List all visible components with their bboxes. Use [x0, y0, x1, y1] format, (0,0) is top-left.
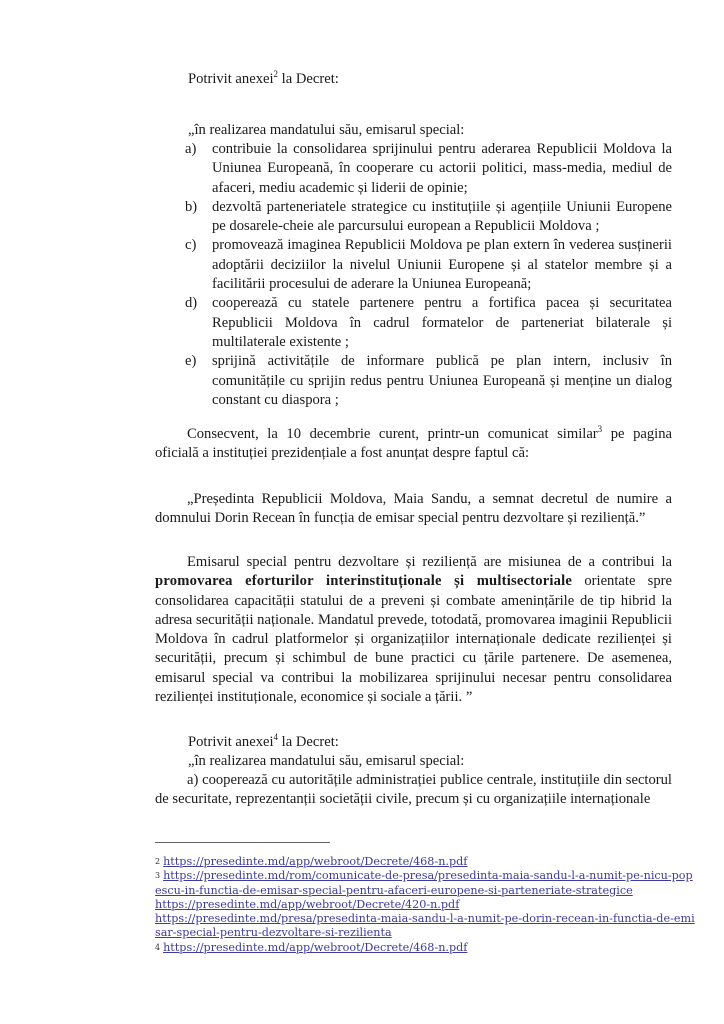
annex-intro-1: Potrivit anexei$^2$ la Decret: — [188, 69, 339, 87]
item-2a-paragraph: a) cooperează cu autoritățile administrației publice centrale, instituțiile din sectorul de securitate, reprezentanții societății civile, precum și cu organizațiile internaționale — [155, 772, 672, 808]
emphasis-text: promovarea eforturilor interinstituționale și multisectoriale — [155, 573, 573, 590]
mandate-intro-1: „în realizarea mandatului său, emisarul special: — [188, 122, 465, 138]
footnote-2: 2 https://presedinte.md/app/webroot/Decrete/468-n.pdf — [155, 855, 468, 868]
footnote-ref-4[interactable]: 4 — [273, 732, 279, 743]
consecvent-paragraph: Consecvent, la 10 decembrie curent, printr-un comunicat similar$^3$ pe pagina oficială a instituției prezidențiale a fost anunțat despre faptul că: — [155, 424, 672, 462]
footnote-link[interactable]: https://presedinte.md/app/webroot/Decrete/420-n.pdf — [155, 897, 460, 911]
footnote-link[interactable]: https://presedinte.md/rom/comunicate-de-presa/presedinta-maia-sandu-l-a-numit-pe-nicu-popescu-in-functia-de-emisar-special-pentru-afaceri-europene-si-parteneriate-strategice — [155, 869, 693, 897]
footnote-link[interactable]: https://presedinte.md/app/webroot/Decrete/468-n.pdf — [163, 940, 468, 954]
list-item: c) promovează imaginea Republicii Moldova pe plan extern în vederea susținerii adoptării deciziilor la nivelul Uniunii Europene și al statelor membre și a facilitării procesului de aderare la Uniunea Europeană; — [185, 237, 672, 293]
footnote-ref-2[interactable]: 2 — [273, 69, 279, 80]
annex-intro-2: Potrivit anexei$^4$ la Decret: — [188, 732, 339, 750]
mandate-intro-2: „în realizarea mandatului său, emisarul special: — [188, 753, 465, 769]
list-item: b) dezvoltă parteneriatele strategice cu instituțiile și agențiile Uniunii Europene pe dosarele-cheie ale parcursului european a Republicii Moldova ; — [185, 198, 672, 235]
footnote-link[interactable]: https://presedinte.md/presa/presedinta-maia-sandu-l-a-numit-pe-dorin-recean-in-functia-de-emisar-special-pentru-dezvoltare-si-rezilienta — [155, 912, 695, 940]
footnote-3: 3 https://presedinte.md/rom/comunicate-de-presa/presedinta-maia-sandu-l-a-numit-pe-nicu-popescu-in-functia-de-emisar-special-pentru-afaceri-europene-si-parteneriate-strategice https://presedinte.md/app/webroot/Decrete/420-n.pdf https://presedinte.md/presa/presedinta-maia-sandu-l-a-numit-pe-dorin-recean-in-functia-de-emisar-special-pentru-dezvoltare-si-rezilienta — [155, 869, 695, 940]
list-item: d) cooperează cu statele partenere pentru a fortifica pacea și securitatea Republicii Moldova în cadrul formatelor de parteneriat bilaterale și multilaterale existente ; — [185, 295, 672, 350]
mandate-list-1 — [185, 140, 672, 410]
footnote-ref-3[interactable]: 3 — [597, 424, 603, 435]
emisarul-paragraph: Emisarul special pentru dezvoltare și reziliență are misiunea de a contribui la promovarea eforturilor interinstituționale și multisectoriale orientate spre consolidarea capacității statului de a preveni și combate amenințările de tip hibrid la adresa securității naționale. Mandatul prevede, totodată, promovarea imaginii Republicii Moldova în cadrul platformelor și organizațiilor internaționale dedicate rezilienței și securității, precum și schimbul de bune practici cu țările partenere. De asemenea, emisarul special va contribui la mobilizarea sprijinului necesar pentru consolidarea rezilienței instituționale, economice și sociale a țării. ” — [155, 554, 672, 706]
list-item: a) contribuie la consolidarea sprijinului pentru aderarea Republicii Moldova la Uniunea Europeană, în cooperare cu actorii politici, mass-media, mediul de afaceri, mediu academic și liderii de opinie; — [185, 141, 672, 196]
footnotes — [155, 855, 695, 955]
footnote-4: 4 https://presedinte.md/app/webroot/Decrete/468-n.pdf — [155, 940, 468, 954]
quote-paragraph: „Președinta Republicii Moldova, Maia Sandu, a semnat decretul de numire a domnului Dorin Recean în funcția de emisar special pentru dezvoltare și reziliență.” — [155, 491, 672, 527]
list-item: e) sprijină activitățile de informare publică pe plan intern, inclusiv în comunitățile cu sprijin redus pentru Uniunea Europeană și menține un dialog constant cu diaspora ; — [185, 353, 672, 408]
footnote-separator — [155, 842, 330, 843]
footnote-link[interactable]: https://presedinte.md/app/webroot/Decrete/468-n.pdf — [163, 855, 468, 868]
